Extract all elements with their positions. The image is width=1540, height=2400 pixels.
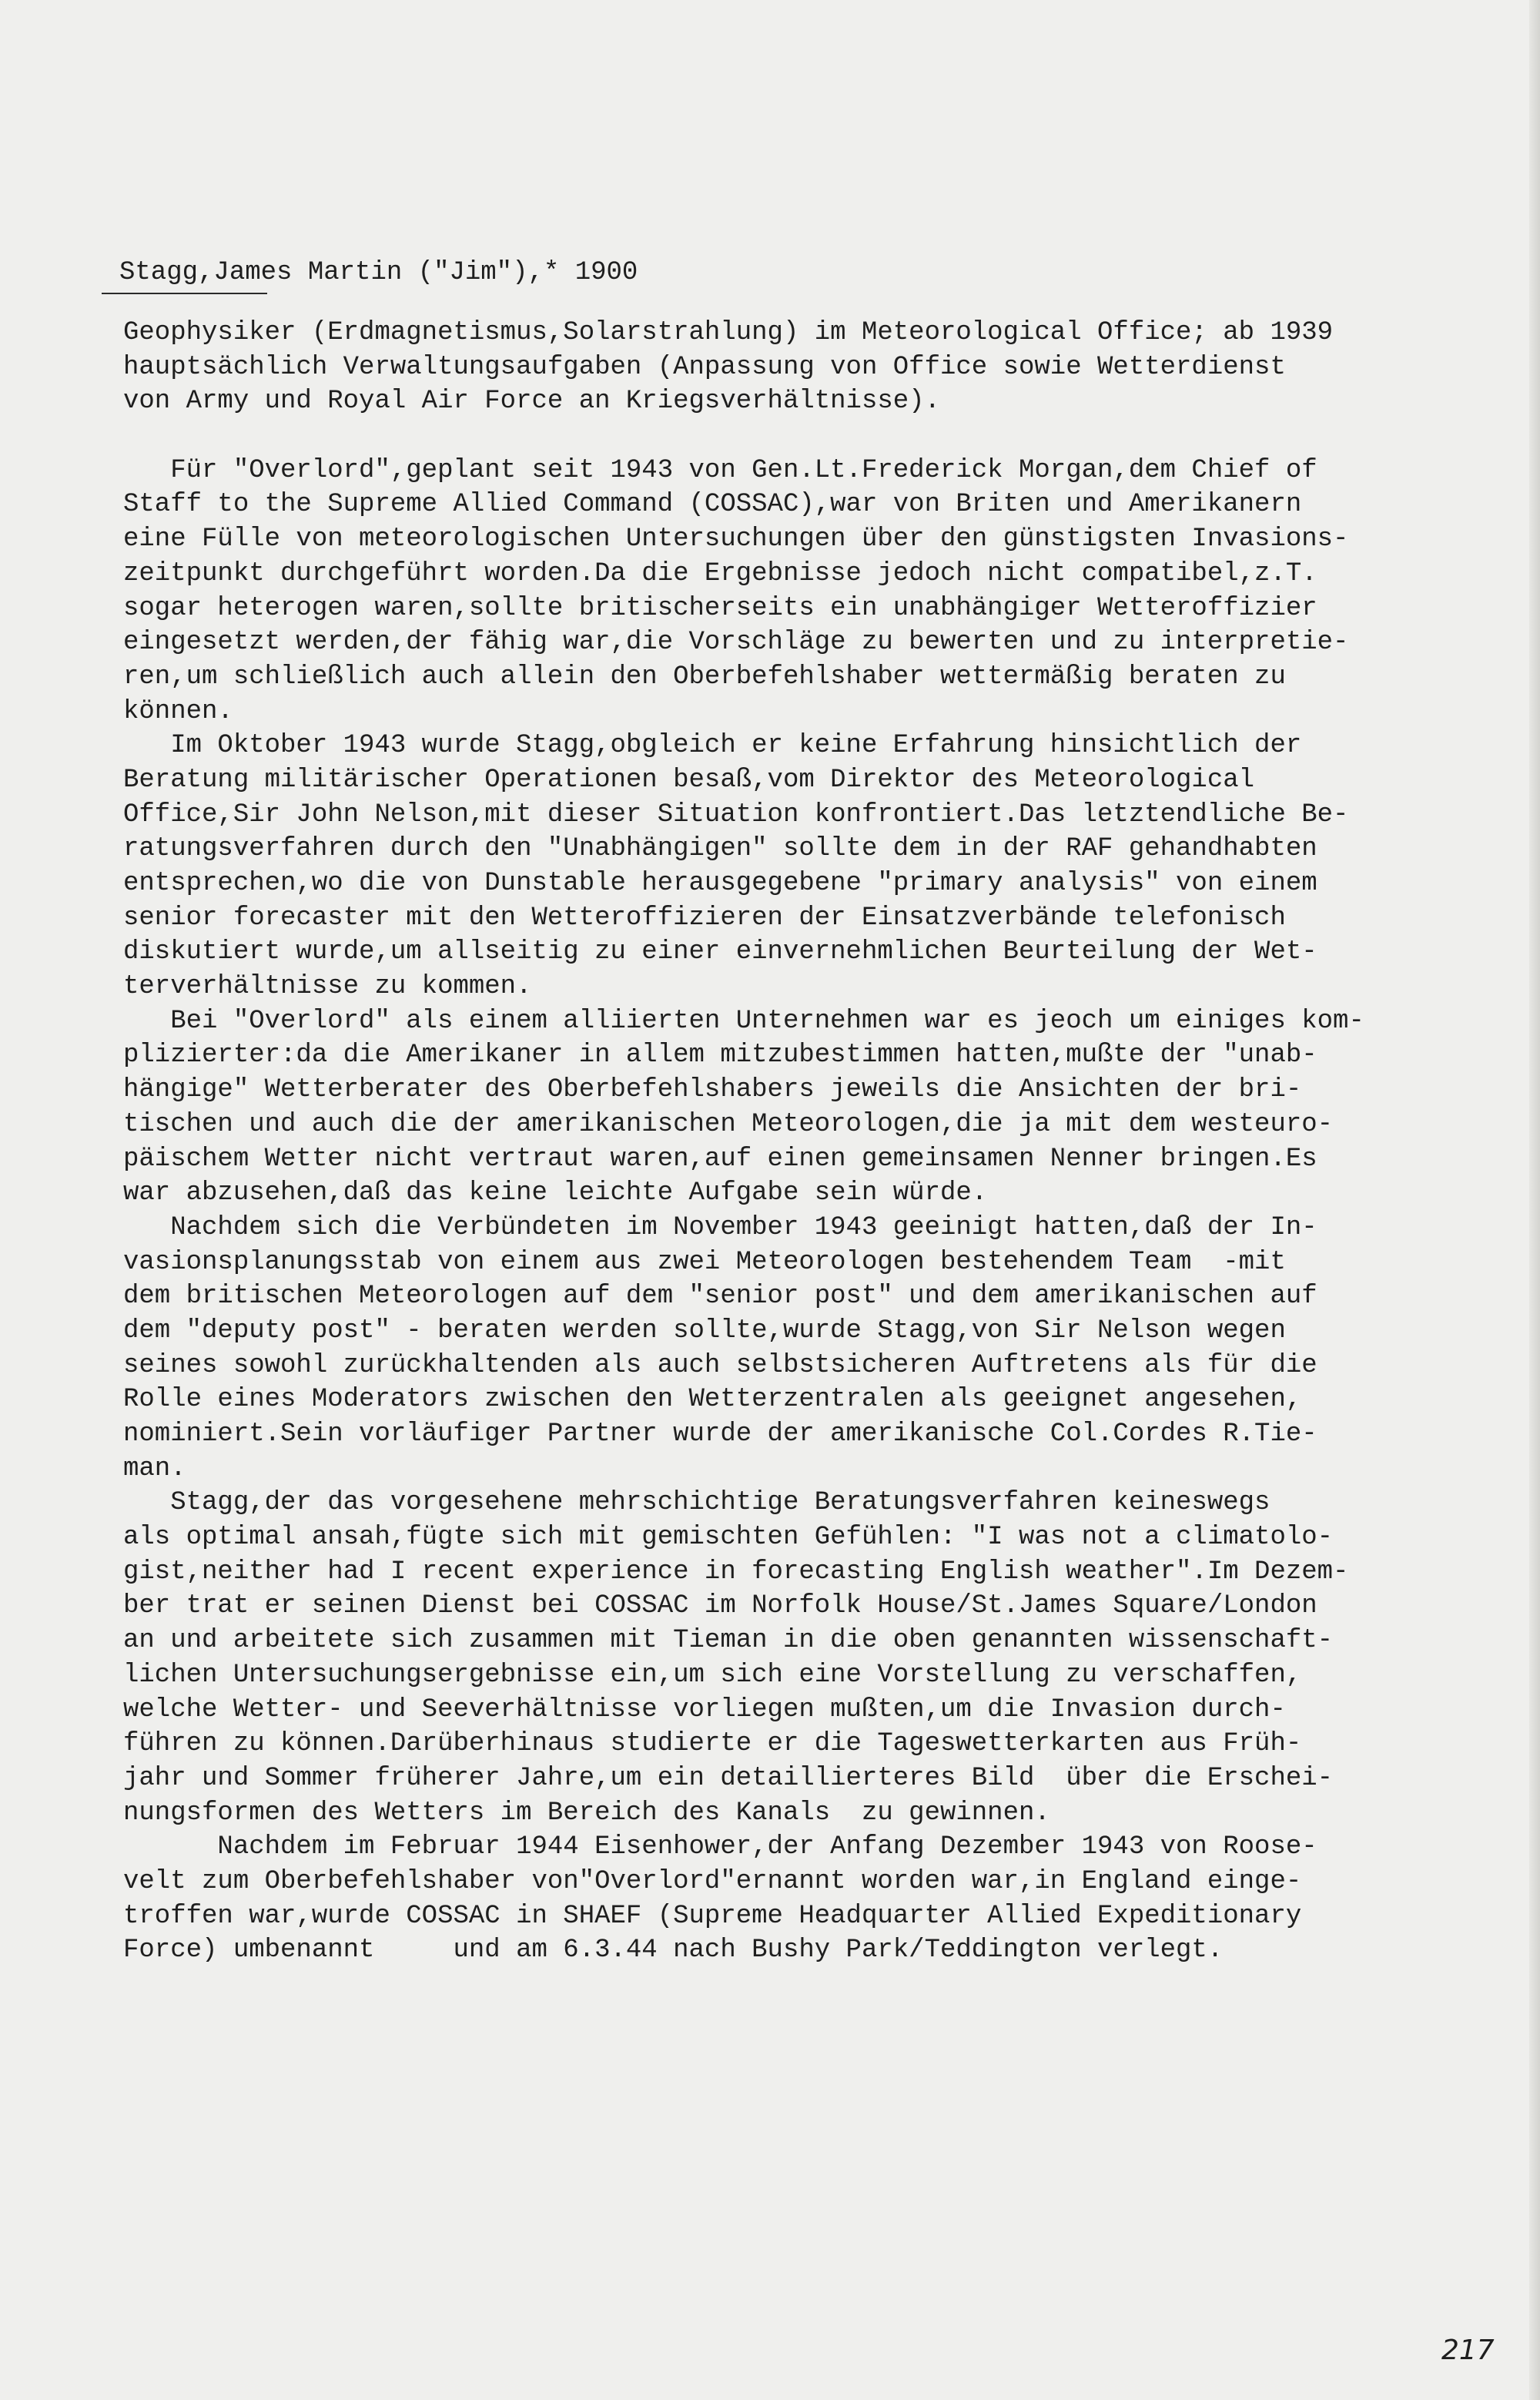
text-line: Für "Overlord",geplant seit 1943 von Gen.Lt.Frederick Morgan,dem Chief of [123, 455, 1317, 485]
text-line: entsprechen,wo die von Dunstable herausgegebene "primary analysis" von einem [123, 869, 1317, 898]
text-line: eingesetzt werden,der fähig war,die Vorschläge zu bewerten und zu interpretie- [123, 628, 1349, 658]
text-line: jahr und Sommer früherer Jahre,um ein detaillierteres Bild über die Erschei- [123, 1763, 1334, 1793]
text-line: lichen Untersuchungsergebnisse ein,um sich eine Vorstellung zu verschaffen, [123, 1660, 1302, 1690]
text-line: zeitpunkt durchgeführt worden.Da die Ergebnisse jedoch nicht compatibel,z.T. [123, 558, 1317, 588]
text-line: ren,um schließlich auch allein den Oberbefehlshaber wettermäßig beraten zu [123, 662, 1286, 692]
text-line: von Army und Royal Air Force an Kriegsverhältnisse). [123, 387, 940, 417]
text-line: velt zum Oberbefehlshaber von"Overlord"ernannt worden war,in England einge- [123, 1866, 1302, 1896]
page-edge-shadow [1529, 0, 1540, 2400]
text-line: nominiert.Sein vorläufiger Partner wurde der amerikanische Col.Cordes R.Tie- [123, 1420, 1317, 1449]
text-line: plizierter:da die Amerikaner in allem mitzubestimmen hatten,mußte der "unab- [123, 1041, 1317, 1071]
text-line: Geophysiker (Erdmagnetismus,Solarstrahlung) im Meteorological Office; ab 1939 [123, 318, 1334, 347]
text-line: Rolle eines Moderators zwischen den Wetterzentralen als geeignet angesehen, [123, 1385, 1302, 1415]
text-line: hauptsächlich Verwaltungsaufgaben (Anpassung von Office sowie Wetterdienst [123, 352, 1286, 382]
heading-underline [102, 293, 267, 294]
text-line: diskutiert wurde,um allseitig zu einer einvernehmlichen Beurteilung der Wet- [123, 937, 1317, 967]
text-line: ratungsverfahren durch den "Unabhängigen" sollte dem in der RAF gehandhabten [123, 834, 1317, 864]
text-line: welche Wetter- und Seeverhältnisse vorliegen mußten,um die Invasion durch- [123, 1694, 1286, 1725]
text-line: ber trat er seinen Dienst bei COSSAC im Norfolk House/St.James Square/London [123, 1591, 1317, 1621]
text-line: Force) umbenannt und am 6.3.44 nach Bushy Park/Teddington verlegt. [123, 1936, 1224, 1966]
text-line [123, 419, 1478, 454]
text-line: terverhältnisse zu kommen. [123, 972, 532, 1002]
text-line: Stagg,der das vorgesehene mehrschichtige Beratungsverfahren keineswegs [123, 1488, 1270, 1518]
page-number: 217 [1441, 2335, 1495, 2366]
text-line: dem britischen Meteorologen auf dem "senior post" und dem amerikanischen auf [123, 1282, 1317, 1312]
text-line: Nachdem im Februar 1944 Eisenhower,der Anfang Dezember 1943 von Roose- [123, 1832, 1317, 1862]
text-line: Beratung militärischer Operationen besaß,vom Direktor des Meteorological [123, 765, 1255, 795]
text-line: können. [123, 696, 233, 726]
text-line: vasionsplanungsstab von einem aus zwei Meteorologen bestehendem Team -mit [123, 1247, 1286, 1277]
text-line: Office,Sir John Nelson,mit dieser Situation konfrontiert.Das letztendliche Be- [123, 799, 1349, 830]
text-line: führen zu können.Darüberhinaus studierte er die Tageswetterkarten aus Früh- [123, 1729, 1302, 1759]
text-line: Im Oktober 1943 wurde Stagg,obgleich er keine Erfahrung hinsichtlich der [123, 731, 1302, 761]
text-line: senior forecaster mit den Wetteroffizieren der Einsatzverbände telefonisch [123, 903, 1286, 933]
text-line: gist,neither had I recent experience in forecasting English weather".Im Dezem- [123, 1557, 1349, 1587]
text-line: nungsformen des Wetters im Bereich des Kanals zu gewinnen. [123, 1798, 1050, 1828]
text-line: troffen war,wurde COSSAC in SHAEF (Supreme Headquarter Allied Expeditionary [123, 1901, 1302, 1931]
text-line: seines sowohl zurückhaltenden als auch selbstsicheren Auftretens als für die [123, 1350, 1317, 1380]
text-line: an und arbeitete sich zusammen mit Tieman in die oben genannten wissenschaft- [123, 1626, 1334, 1656]
text-line: war abzusehen,daß das keine leichte Aufgabe sein würde. [123, 1178, 988, 1208]
text-line: Staff to the Supreme Allied Command (COSSAC),war von Briten und Amerikanern [123, 490, 1302, 520]
body-text [123, 316, 1478, 1968]
text-line: dem "deputy post" - beraten werden sollte,wurde Stagg,von Sir Nelson wegen [123, 1316, 1286, 1346]
text-line: als optimal ansah,fügte sich mit gemischten Gefühlen: "I was not a climatolo- [123, 1523, 1334, 1553]
text-line: man. [123, 1453, 186, 1483]
text-line: sogar heterogen waren,sollte britischerseits ein unabhängiger Wetteroffizier [123, 593, 1317, 623]
entry-heading: Stagg,James Martin ("Jim"),* 1900 [119, 258, 638, 287]
text-line: päischem Wetter nicht vertraut waren,auf einen gemeinsamen Nenner bringen.Es [123, 1144, 1317, 1174]
text-line: tischen und auch die der amerikanischen Meteorologen,die ja mit dem westeuro- [123, 1109, 1334, 1139]
text-line: hängige" Wetterberater des Oberbefehlshabers jeweils die Ansichten der bri- [123, 1075, 1302, 1105]
text-line: Bei "Overlord" als einem alliierten Unternehmen war es jeoch um einiges kom- [123, 1006, 1364, 1036]
text-line: Nachdem sich die Verbündeten im November 1943 geeinigt hatten,daß der In- [123, 1212, 1317, 1242]
text-line: eine Fülle von meteorologischen Untersuchungen über den günstigsten Invasions- [123, 525, 1349, 555]
